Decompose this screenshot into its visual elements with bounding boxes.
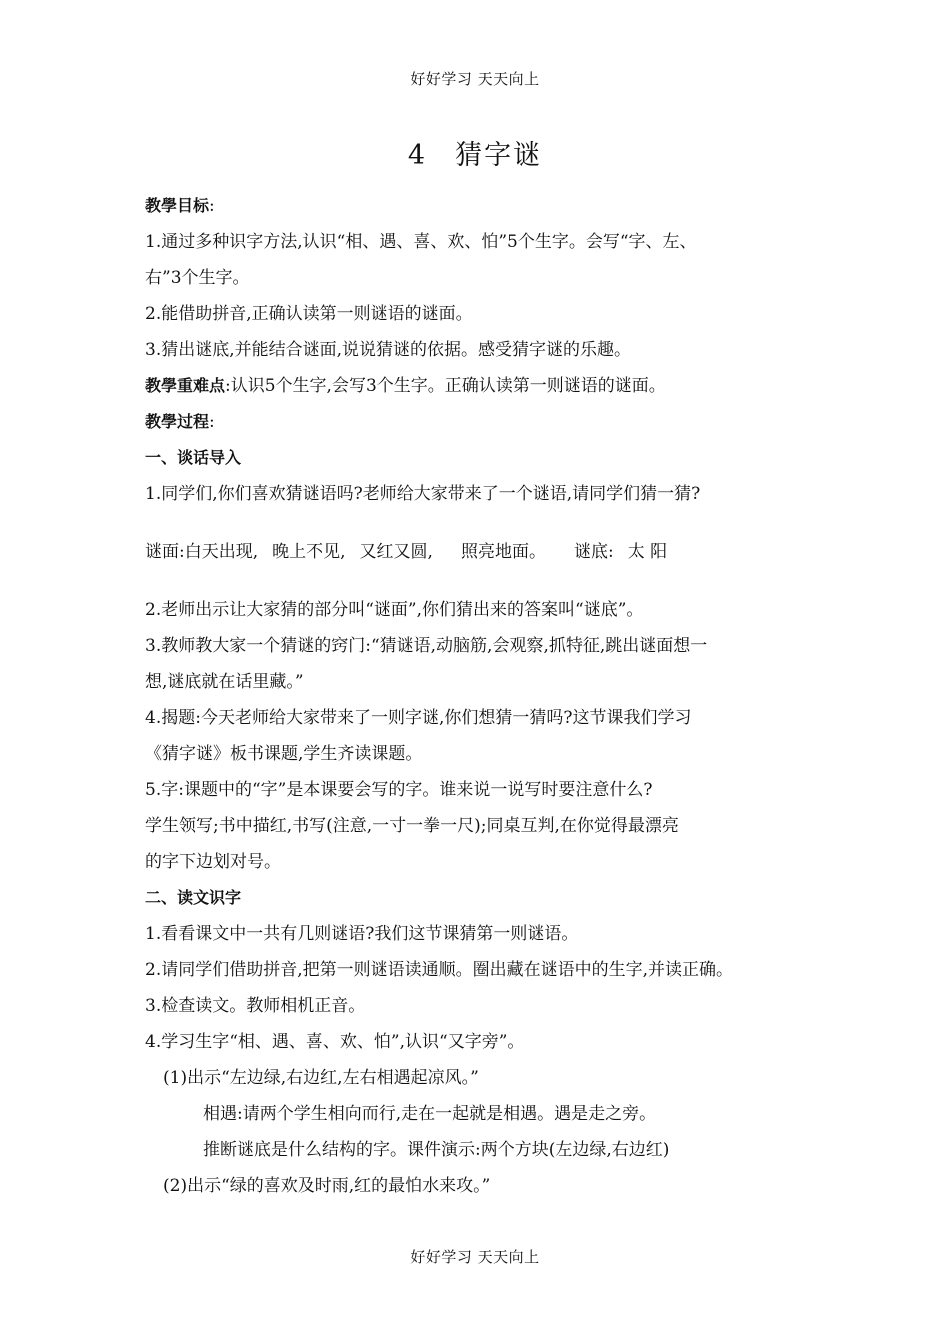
lesson-title <box>0 133 950 172</box>
section1-item-5b: 学生领写;书中描红,书写(注意,一寸一拳一尺);同桌互判,在你觉得最漂亮 <box>145 816 679 836</box>
goal-item-3: 3.猜出谜底,并能结合谜面,说说猜谜的依据。感受猜字谜的乐趣。 <box>145 340 632 360</box>
answer-label: 谜底: <box>573 542 614 562</box>
section1-item-4: 4.揭题:今天老师给大家带来了一则字谜,你们想猜一猜吗?这节课我们学习 <box>145 708 692 728</box>
riddle-answer: 太 阳 <box>627 542 668 562</box>
process-heading-line <box>145 404 813 440</box>
section2-sub-2: (2)出示“绿的喜欢及时雨,红的最怕水来攻。” <box>163 1176 491 1196</box>
process-heading-colon: : <box>209 412 215 432</box>
goals-heading: 教學目标 <box>145 196 210 215</box>
section1-item-1: 1.同学们,你们喜欢猜谜语吗?老师给大家带来了一个谜语,请同学们猜一猜? <box>145 484 701 504</box>
section1-item-5b-cont: 的字下边划对号。 <box>145 852 281 872</box>
section1-item-2: 2.老师出示让大家猜的部分叫“谜面”,你们猜出来的答案叫“谜底”。 <box>145 600 644 620</box>
section2-item-3: 3.检查读文。教师相机正音。 <box>145 996 366 1016</box>
goal-item-2: 2.能借助拼音,正确认读第一则谜语的谜面。 <box>145 304 473 324</box>
riddle-label: 谜面: <box>145 542 185 562</box>
section2-item-2: 2.请同学们借助拼音,把第一则谜语读通顺。圈出藏在谜语中的生字,并读正确。 <box>145 960 734 980</box>
spacer <box>145 570 813 592</box>
section1-heading: 一、谈话导入 <box>145 448 242 467</box>
key-points-heading: 教學重难点 <box>145 376 226 395</box>
key-points-text: :认识5个生字,会写3个生字。正确认读第一则谜语的谜面。 <box>225 376 666 396</box>
lesson-number: 4 <box>407 140 428 171</box>
goal-item-1-cont: 右”3个生字。 <box>145 268 250 288</box>
section2-sub-1-a: 相遇:请两个学生相向而行,走在一起就是相遇。遇是走之旁。 <box>203 1104 657 1124</box>
riddle-line <box>145 534 813 570</box>
section2-sub-1-b: 推断谜底是什么结构的字。课件演示:两个方块(左边绿,右边红) <box>203 1140 670 1160</box>
section1-item-3-cont: 想,谜底就在话里藏。” <box>145 672 304 692</box>
section2-item-1: 1.看看课文中一共有几则谜语?我们这节课猜第一则谜语。 <box>145 924 579 944</box>
lesson-plan-body <box>145 188 813 1204</box>
riddle-part-3: 又红又圆, <box>359 542 433 562</box>
page-header: 好好学习 天天向上 <box>410 70 540 88</box>
key-points-line <box>145 368 813 404</box>
section2-sub-1: (1)出示“左边绿,右边红,左右相遇起凉风。” <box>163 1068 479 1088</box>
goal-item-1: 1.通过多种识字方法,认识“相、遇、喜、欢、怕”5个生字。会写“字、左、 <box>145 232 697 252</box>
section2-item-4: 4.学习生字“相、遇、喜、欢、怕”,认识“又字旁”。 <box>145 1032 525 1052</box>
section1-item-5: 5.字:课题中的“字”是本课要会写的字。谁来说一说写时要注意什么? <box>145 780 653 800</box>
page-footer: 好好学习 天天向上 <box>410 1248 540 1266</box>
riddle-part-4: 照亮地面。 <box>460 542 546 562</box>
section1-item-4-cont: 《猜字谜》板书课题,学生齐读课题。 <box>145 744 423 764</box>
section1-item-3: 3.教师教大家一个猜谜的窍门:“猜谜语,动脑筋,会观察,抓特征,跳出谜面想一 <box>145 636 708 656</box>
goals-heading-colon: : <box>209 196 215 216</box>
process-heading: 教學过程 <box>145 412 210 431</box>
riddle-part-1: 白天出现, <box>184 542 259 562</box>
riddle-part-2: 晚上不见, <box>272 542 346 562</box>
lesson-name: 猜字谜 <box>455 140 543 171</box>
goals-heading-line <box>145 188 813 224</box>
section2-heading: 二、读文识字 <box>145 888 242 907</box>
spacer <box>145 512 813 534</box>
